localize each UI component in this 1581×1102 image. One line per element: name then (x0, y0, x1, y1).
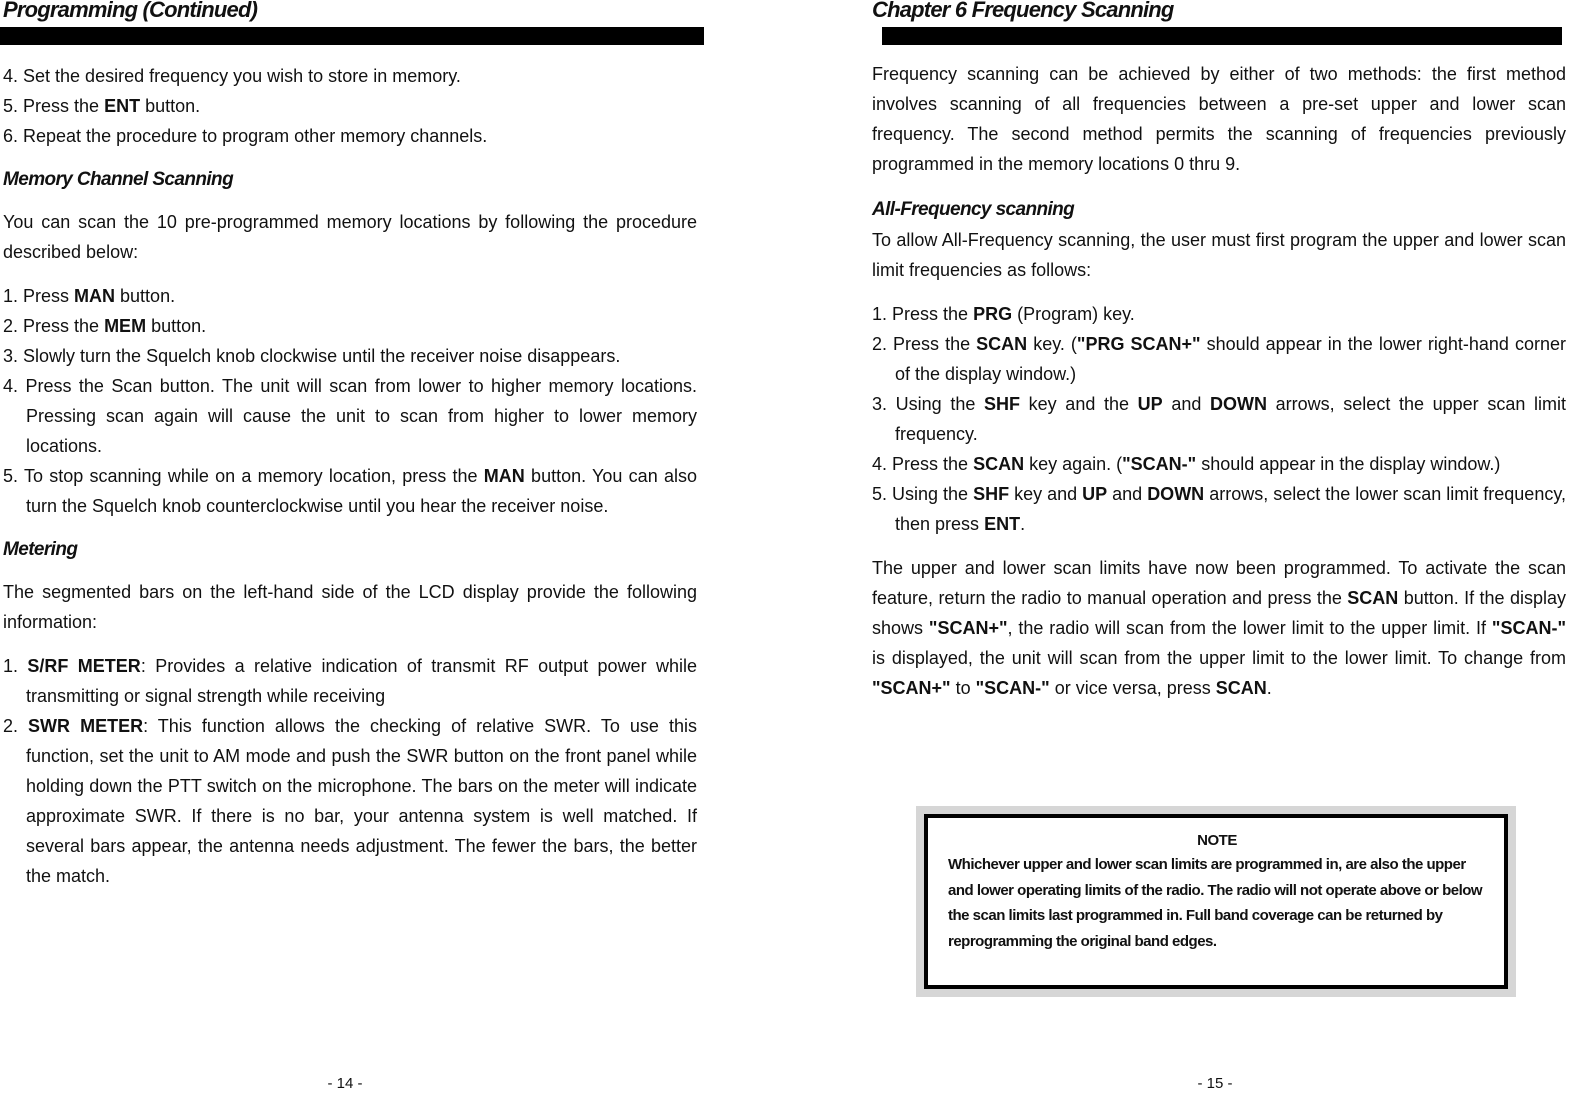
scan-summary: The upper and lower scan limits have now been programmed. To activate the scan feature, return the radio to manual operation and press the SCAN button. If the display shows "SCAN+", the radio will scan from the lower limit to the upper limit. If "SCAN-" is displayed, the unit will scan from the upper limit to the lower limit. To change from "SCAN+" to "SCAN-" or vice versa, press SCAN. (872, 558, 1566, 698)
bold-term: PRG (973, 304, 1013, 324)
page-heading-chapter-6: Chapter 6 Frequency Scanning (872, 0, 1174, 22)
bold-term: "SCAN+" (928, 618, 1008, 638)
note-box (916, 806, 1516, 997)
bold-term: SCAN (976, 334, 1028, 354)
list-item: 1. Press the PRG (Program) key. (872, 304, 1135, 324)
memory-scan-intro: You can scan the 10 pre-programmed memory locations by following the procedure described below: (3, 212, 697, 262)
chapter-intro: Frequency scanning can be achieved by either of two methods: the first method involves scanning of all frequencies between a pre-set upper and lower scan frequency. The second method permits the scanning of frequencies previously programmed in the memory locations 0 thru 9. (872, 64, 1566, 174)
bold-term: MAN (483, 466, 525, 486)
all-frequency-intro: To allow All-Frequency scanning, the user must first program the upper and lower scan limit frequencies as follows: (872, 230, 1566, 280)
bold-term: DOWN (1210, 394, 1267, 414)
list-item: 5. Using the SHF key and UP and DOWN arrows, select the lower scan limit frequency, then press ENT. (872, 484, 1566, 534)
list-item: 6. Repeat the procedure to program other memory channels. (3, 126, 488, 146)
bold-term: "SCAN+" (872, 678, 951, 698)
list-item: 1. Press MAN button. (3, 286, 176, 306)
bold-term: SCAN (973, 454, 1025, 474)
right-content (872, 59, 1566, 703)
page-heading-programming: Programming (Continued) (3, 0, 258, 22)
metering-items (3, 651, 697, 891)
bold-term: S/RF METER (27, 656, 141, 676)
list-item: 3. Using the SHF key and the UP and DOWN arrows, select the upper scan limit frequency. (872, 394, 1566, 444)
left-content (3, 61, 697, 891)
list-item: 2. Press the SCAN key. ("PRG SCAN+" should appear in the lower right-hand corner of the display window.) (872, 334, 1566, 384)
bold-term: DOWN (1147, 484, 1205, 504)
bold-term: ENT (104, 96, 141, 116)
note-body: Whichever upper and lower scan limits are programmed in, are also the upper and lower operating limits of the radio. The radio will not operate above or below the scan limits last programmed in. Full band coverage can be returned by reprogramming the original band edges. (948, 856, 1483, 950)
list-item: 2. Press the MEM button. (3, 316, 207, 336)
page-number: - 15 - (1197, 1075, 1233, 1092)
bold-term: "SCAN-" (1122, 454, 1197, 474)
note-title: NOTE (1197, 832, 1237, 849)
bold-term: SHF (973, 484, 1010, 504)
bold-term: MEM (104, 316, 147, 336)
bold-term: SHF (984, 394, 1020, 414)
memory-scan-steps (3, 281, 697, 521)
section-title-memory-scanning: Memory Channel Scanning (3, 169, 234, 190)
all-frequency-steps (872, 299, 1566, 539)
heading-rule (882, 27, 1562, 45)
list-item: 4. Press the SCAN key again. ("SCAN-" should appear in the display window.) (872, 454, 1501, 474)
heading-rule (0, 27, 704, 45)
bold-term: ENT (984, 514, 1021, 534)
programming-steps (3, 61, 697, 151)
list-item: 3. Slowly turn the Squelch knob clockwise until the receiver noise disappears. (3, 346, 621, 366)
list-item: 4. Set the desired frequency you wish to store in memory. (3, 66, 461, 86)
list-item: 1. S/RF METER: Provides a relative indication of transmit RF output power while transmitting or signal strength while receiving (3, 656, 697, 706)
left-page (0, 0, 705, 1102)
list-item: 4. Press the Scan button. The unit will scan from lower to higher memory locations. Pressing scan again will cause the unit to scan from higher to lower memory locations. (3, 376, 697, 456)
bold-term: "PRG SCAN+" (1076, 334, 1201, 354)
list-item: 2. SWR METER: This function allows the checking of relative SWR. To use this function, set the unit to AM mode and push the SWR button on the front panel while holding down the PTT switch on the microphone. The bars on the meter will indicate approximate SWR. If there is no bar, your antenna system is well matched. If several bars appear, the antenna needs adjustment. The fewer the bars, the better the match. (3, 716, 697, 886)
bold-term: UP (1137, 394, 1163, 414)
note-frame (924, 814, 1508, 989)
section-title-metering: Metering (3, 539, 78, 560)
bold-term: MAN (74, 286, 116, 306)
list-item: 5. To stop scanning while on a memory location, press the MAN button. You can also turn the Squelch knob counterclockwise until you hear the receiver noise. (3, 466, 697, 516)
bold-term: SCAN (1215, 678, 1267, 698)
page-number: - 14 - (327, 1075, 363, 1092)
list-item: 5. Press the ENT button. (3, 96, 201, 116)
bold-term: SWR METER (28, 716, 144, 736)
bold-term: SCAN (1347, 588, 1399, 608)
bold-term: "SCAN-" (1491, 618, 1566, 638)
metering-intro: The segmented bars on the left-hand side of the LCD display provide the following information: (3, 582, 697, 632)
bold-term: UP (1082, 484, 1108, 504)
section-title-all-frequency: All-Frequency scanning (872, 199, 1075, 220)
bold-term: "SCAN-" (975, 678, 1050, 698)
